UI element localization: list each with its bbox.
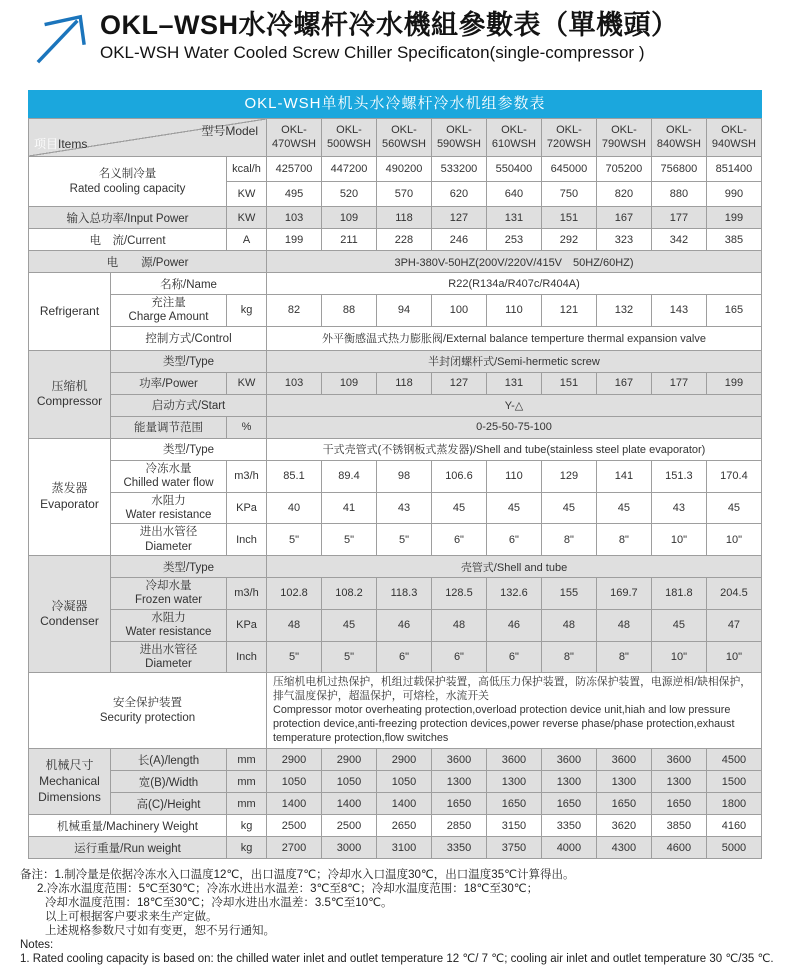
value-cell: 3350 (541, 815, 596, 837)
value-cell: 1650 (431, 793, 486, 815)
value-cell: 45 (706, 492, 761, 524)
row-label-input-power: 输入总功率/Input Power (29, 207, 227, 229)
value-cell: 820 (596, 182, 651, 207)
group-dimensions: 机械尺寸 Mechanical Dimensions (29, 749, 111, 815)
merged-value-cell: Y-△ (267, 394, 762, 416)
value-cell: 292 (541, 229, 596, 251)
row-label-refrigerant-name: 名称/Name (111, 273, 267, 295)
value-cell: 132.6 (486, 578, 541, 610)
value-cell: 520 (322, 182, 377, 207)
value-cell: 6" (376, 641, 431, 673)
value-cell: 5" (376, 524, 431, 556)
value-cell: 1300 (486, 771, 541, 793)
model-header-cell: OKL-560WSH (376, 119, 431, 157)
value-cell: 85.1 (267, 460, 322, 492)
value-cell: 118 (376, 372, 431, 394)
value-cell: 756800 (651, 157, 706, 182)
value-cell: 253 (486, 229, 541, 251)
value-cell: 40 (267, 492, 322, 524)
value-cell: 3350 (431, 837, 486, 859)
model-header-cell: OKL-940WSH (706, 119, 761, 157)
value-cell: 1050 (322, 771, 377, 793)
row-run-weight (29, 837, 762, 859)
value-cell: 8" (541, 524, 596, 556)
row-evap-diameter (29, 524, 762, 556)
value-cell: 2850 (431, 815, 486, 837)
unit-cell: mm (227, 749, 267, 771)
items-model-header-cell (29, 119, 267, 157)
row-current (29, 229, 762, 251)
page-title: OKL–WSH水冷螺杆冷水機組參數表（單機頭） (100, 10, 679, 40)
value-cell: 1500 (706, 771, 761, 793)
value-cell: 1400 (267, 793, 322, 815)
row-power-supply (29, 251, 762, 273)
row-compressor-power (29, 372, 762, 394)
value-cell: 131 (486, 207, 541, 229)
row-label-energy-range: 能量调节范围 (111, 416, 227, 438)
row-label-compressor-type: 类型/Type (111, 350, 267, 372)
row-label-run-weight: 运行重量/Run weight (29, 837, 227, 859)
value-cell: 1650 (596, 793, 651, 815)
value-cell: 151 (541, 207, 596, 229)
row-label-length: 长(A)/length (111, 749, 227, 771)
value-cell: 199 (267, 229, 322, 251)
value-cell: 121 (541, 295, 596, 327)
row-label-current: 电 流/Current (29, 229, 227, 251)
value-cell: 1050 (267, 771, 322, 793)
value-cell: 851400 (706, 157, 761, 182)
row-length (29, 749, 762, 771)
value-cell: 181.8 (651, 578, 706, 610)
row-label-charge-amount: 充注量 Charge Amount (111, 295, 227, 327)
notes (20, 868, 790, 966)
value-cell: 3750 (486, 837, 541, 859)
note-line: 上述规格参数尺寸如有变更，恕不另行通知。 (45, 925, 275, 938)
merged-value-cell: 0-25-50-75-100 (267, 416, 762, 438)
value-cell: 10" (706, 524, 761, 556)
row-label-machinery-weight: 机械重量/Machinery Weight (29, 815, 227, 837)
value-cell: 45 (541, 492, 596, 524)
value-cell: 103 (267, 372, 322, 394)
value-cell: 2900 (376, 749, 431, 771)
row-label-chilled-water-flow: 冷冻水量 Chilled water flow (111, 460, 227, 492)
value-cell: 88 (322, 295, 377, 327)
row-evaporator-type (29, 438, 762, 460)
value-cell: 100 (431, 295, 486, 327)
value-cell: 41 (322, 492, 377, 524)
note-line: 冷却水温度范围：18℃至30℃；冷却水进出水温差：3.5℃至10℃。 (45, 897, 393, 910)
value-cell: 46 (486, 609, 541, 641)
value-cell: 118 (376, 207, 431, 229)
value-cell: 110 (486, 460, 541, 492)
value-cell: 1650 (651, 793, 706, 815)
value-cell: 118.3 (376, 578, 431, 610)
unit-cell: Inch (227, 641, 267, 673)
unit-cell: kcal/h (227, 157, 267, 182)
row-cooling-kcal (29, 157, 762, 182)
value-cell: 3600 (486, 749, 541, 771)
value-cell: 8" (596, 524, 651, 556)
value-cell: 3850 (651, 815, 706, 837)
value-cell: 45 (596, 492, 651, 524)
model-header-row (29, 119, 762, 157)
value-cell: 4500 (706, 749, 761, 771)
row-label-security: 安全保护装置 Security protection (29, 673, 267, 749)
row-start-mode (29, 394, 762, 416)
value-cell: 128.5 (431, 578, 486, 610)
value-cell: 177 (651, 207, 706, 229)
value-cell: 127 (431, 207, 486, 229)
value-cell: 4600 (651, 837, 706, 859)
value-cell: 246 (431, 229, 486, 251)
merged-value-cell: 外平衡感温式热力膨胀阀/External balance temperture thermal expansion valve (267, 326, 762, 350)
value-cell: 1300 (596, 771, 651, 793)
value-cell: 6" (431, 524, 486, 556)
value-cell: 45 (651, 609, 706, 641)
unit-cell: % (227, 416, 267, 438)
value-cell: 109 (322, 372, 377, 394)
value-cell: 165 (706, 295, 761, 327)
model-header-cell: OKL-790WSH (596, 119, 651, 157)
value-cell: 47 (706, 609, 761, 641)
value-cell: 211 (322, 229, 377, 251)
unit-cell: m3/h (227, 578, 267, 610)
row-label-width: 宽(B)/Width (111, 771, 227, 793)
row-energy-range (29, 416, 762, 438)
row-height (29, 793, 762, 815)
value-cell: 89.4 (322, 460, 377, 492)
value-cell: 750 (541, 182, 596, 207)
value-cell: 1050 (376, 771, 431, 793)
value-cell: 109 (322, 207, 377, 229)
value-cell: 48 (596, 609, 651, 641)
value-cell: 177 (651, 372, 706, 394)
group-refrigerant: Refrigerant (29, 273, 111, 351)
row-label-height: 高(C)/Height (111, 793, 227, 815)
value-cell: 3000 (322, 837, 377, 859)
value-cell: 8" (541, 641, 596, 673)
items-label: 项目Items (34, 137, 88, 151)
row-input-power (29, 207, 762, 229)
value-cell: 82 (267, 295, 322, 327)
value-cell: 45 (486, 492, 541, 524)
value-cell: 550400 (486, 157, 541, 182)
value-cell: 385 (706, 229, 761, 251)
unit-cell: A (227, 229, 267, 251)
value-cell: 10" (706, 641, 761, 673)
value-cell: 6" (431, 641, 486, 673)
unit-cell: KPa (227, 609, 267, 641)
value-cell: 45 (431, 492, 486, 524)
value-cell: 1300 (431, 771, 486, 793)
page-subtitle: OKL-WSH Water Cooled Screw Chiller Specificaton(single-compressor ) (100, 43, 645, 63)
value-cell: 199 (706, 207, 761, 229)
row-label-compressor-power: 功率/Power (111, 372, 227, 394)
model-label: 型号Model (201, 124, 259, 138)
merged-value-cell: 壳管式/Shell and tube (267, 556, 762, 578)
unit-cell: kg (227, 837, 267, 859)
value-cell: 48 (431, 609, 486, 641)
value-cell: 43 (376, 492, 431, 524)
row-chilled-water-flow (29, 460, 762, 492)
merged-value-cell: 干式壳管式(不锈钢板式蒸发器)/Shell and tube(stainless steel plate evaporator) (267, 438, 762, 460)
value-cell: 4160 (706, 815, 761, 837)
model-header-cell: OKL-720WSH (541, 119, 596, 157)
value-cell: 108.2 (322, 578, 377, 610)
unit-cell: mm (227, 793, 267, 815)
row-label-cond-diameter: 进出水管径 Diameter (111, 641, 227, 673)
value-cell: 46 (376, 609, 431, 641)
table-banner: OKL-WSH单机头水冷螺杆冷水机组参数表 (28, 90, 762, 118)
value-cell: 495 (267, 182, 322, 207)
unit-cell: KW (227, 182, 267, 207)
arrow-up-right-icon (34, 12, 88, 66)
group-evaporator: 蒸发器 Evaporator (29, 438, 111, 555)
security-value-cell: 压缩机电机过热保护，机组过载保护装置，高低压力保护装置，防冻保护装置，电源逆相/缺相保护，排气温度保护，超温保护，可熔栓，水流开关 Compressor motor overheating protection,overload protection device unit,hiah and low pressure protection device,anti-freezing protection devices,power reverse phase/phase protection,exhaust temperature protection,flow switches (267, 673, 762, 749)
value-cell: 3600 (431, 749, 486, 771)
value-cell: 129 (541, 460, 596, 492)
value-cell: 3600 (596, 749, 651, 771)
model-header-cell: OKL-840WSH (651, 119, 706, 157)
value-cell: 143 (651, 295, 706, 327)
group-condenser: 冷凝器 Condenser (29, 556, 111, 673)
value-cell: 2900 (267, 749, 322, 771)
value-cell: 3100 (376, 837, 431, 859)
unit-cell: kg (227, 815, 267, 837)
value-cell: 1650 (486, 793, 541, 815)
value-cell: 167 (596, 372, 651, 394)
note-line: 2.冷冻水温度范围：5℃至30℃；冷冻水进出水温差：3℃至8℃；冷却水温度范围：18℃至30℃； (37, 883, 539, 896)
note-line: 以上可根据客户要求来生产定做。 (45, 911, 218, 924)
merged-value-cell: R22(R134a/R407c/R404A) (267, 273, 762, 295)
row-label-start-mode: 启动方式/Start (111, 394, 267, 416)
value-cell: 1300 (651, 771, 706, 793)
value-cell: 102.8 (267, 578, 322, 610)
value-cell: 3600 (541, 749, 596, 771)
value-cell: 645000 (541, 157, 596, 182)
value-cell: 4000 (541, 837, 596, 859)
value-cell: 1400 (376, 793, 431, 815)
unit-cell: kg (227, 295, 267, 327)
value-cell: 132 (596, 295, 651, 327)
value-cell: 1650 (541, 793, 596, 815)
row-machinery-weight (29, 815, 762, 837)
value-cell: 199 (706, 372, 761, 394)
value-cell: 640 (486, 182, 541, 207)
unit-cell: m3/h (227, 460, 267, 492)
value-cell: 323 (596, 229, 651, 251)
value-cell: 131 (486, 372, 541, 394)
value-cell: 151 (541, 372, 596, 394)
note-line: 备注：1.制冷量是依据冷冻水入口温度12℃，出口温度7℃；冷却水入口温度30℃，出口温度35℃计算得出。 (20, 869, 575, 882)
value-cell: 2500 (322, 815, 377, 837)
row-label-cooling: 名义制冷量 Rated cooling capacity (29, 157, 227, 207)
model-header-cell: OKL-500WSH (322, 119, 377, 157)
row-label-evaporator-type: 类型/Type (111, 438, 267, 460)
unit-cell: KPa (227, 492, 267, 524)
group-compressor: 压缩机 Compressor (29, 350, 111, 438)
unit-cell: mm (227, 771, 267, 793)
value-cell: 447200 (322, 157, 377, 182)
row-security-protection (29, 673, 762, 749)
value-cell: 204.5 (706, 578, 761, 610)
row-evap-water-resistance (29, 492, 762, 524)
value-cell: 880 (651, 182, 706, 207)
unit-cell: KW (227, 207, 267, 229)
value-cell: 98 (376, 460, 431, 492)
value-cell: 10" (651, 641, 706, 673)
row-width (29, 771, 762, 793)
diagonal-divider (29, 119, 266, 156)
value-cell: 5" (322, 524, 377, 556)
merged-value-cell: 3PH-380V-50HZ(200V/220V/415V 50HZ/60HZ) (267, 251, 762, 273)
model-header-cell: OKL-590WSH (431, 119, 486, 157)
page-header (0, 0, 790, 66)
row-refrigerant-name (29, 273, 762, 295)
value-cell: 167 (596, 207, 651, 229)
row-label-evap-water-resistance: 水阻力 Water resistance (111, 492, 227, 524)
value-cell: 990 (706, 182, 761, 207)
value-cell: 169.7 (596, 578, 651, 610)
row-cond-water-resistance (29, 609, 762, 641)
value-cell: 3600 (651, 749, 706, 771)
merged-value-cell: 半封闭螺杆式/Semi-hermetic screw (267, 350, 762, 372)
value-cell: 48 (541, 609, 596, 641)
value-cell: 2900 (322, 749, 377, 771)
row-control (29, 326, 762, 350)
value-cell: 43 (651, 492, 706, 524)
value-cell: 151.3 (651, 460, 706, 492)
value-cell: 1400 (322, 793, 377, 815)
value-cell: 10" (651, 524, 706, 556)
row-cond-diameter (29, 641, 762, 673)
value-cell: 425700 (267, 157, 322, 182)
model-header-cell: OKL-610WSH (486, 119, 541, 157)
value-cell: 2700 (267, 837, 322, 859)
value-cell: 2650 (376, 815, 431, 837)
value-cell: 228 (376, 229, 431, 251)
value-cell: 106.6 (431, 460, 486, 492)
value-cell: 5" (267, 524, 322, 556)
note-line: 1. Rated cooling capacity is based on: the chilled water inlet and outlet temperature 12 ℃/ 7 ℃; cooling air inlet and outlet temperature 30 ℃/35 ℃. (20, 953, 774, 966)
value-cell: 103 (267, 207, 322, 229)
row-frozen-water (29, 578, 762, 610)
spec-table (28, 118, 762, 859)
value-cell: 8" (596, 641, 651, 673)
value-cell: 155 (541, 578, 596, 610)
value-cell: 3620 (596, 815, 651, 837)
value-cell: 620 (431, 182, 486, 207)
value-cell: 5000 (706, 837, 761, 859)
value-cell: 127 (431, 372, 486, 394)
value-cell: 342 (651, 229, 706, 251)
value-cell: 2500 (267, 815, 322, 837)
row-charge-amount (29, 295, 762, 327)
value-cell: 6" (486, 641, 541, 673)
value-cell: 1800 (706, 793, 761, 815)
value-cell: 45 (322, 609, 377, 641)
row-condenser-type (29, 556, 762, 578)
row-compressor-type (29, 350, 762, 372)
value-cell: 6" (486, 524, 541, 556)
value-cell: 533200 (431, 157, 486, 182)
unit-cell: Inch (227, 524, 267, 556)
note-line: Notes: (20, 939, 54, 952)
row-label-control: 控制方式/Control (111, 326, 267, 350)
value-cell: 141 (596, 460, 651, 492)
row-label-evap-diameter: 进出水管径 Diameter (111, 524, 227, 556)
value-cell: 5" (322, 641, 377, 673)
row-label-frozen-water: 冷却水量 Frozen water (111, 578, 227, 610)
value-cell: 170.4 (706, 460, 761, 492)
value-cell: 490200 (376, 157, 431, 182)
value-cell: 570 (376, 182, 431, 207)
value-cell: 48 (267, 609, 322, 641)
value-cell: 705200 (596, 157, 651, 182)
model-header-cell: OKL-470WSH (267, 119, 322, 157)
value-cell: 4300 (596, 837, 651, 859)
row-label-condenser-type: 类型/Type (111, 556, 267, 578)
value-cell: 110 (486, 295, 541, 327)
row-label-power-supply: 电 源/Power (29, 251, 267, 273)
value-cell: 5" (267, 641, 322, 673)
value-cell: 1300 (541, 771, 596, 793)
row-label-cond-water-resistance: 水阻力 Water resistance (111, 609, 227, 641)
value-cell: 94 (376, 295, 431, 327)
unit-cell: KW (227, 372, 267, 394)
value-cell: 3150 (486, 815, 541, 837)
